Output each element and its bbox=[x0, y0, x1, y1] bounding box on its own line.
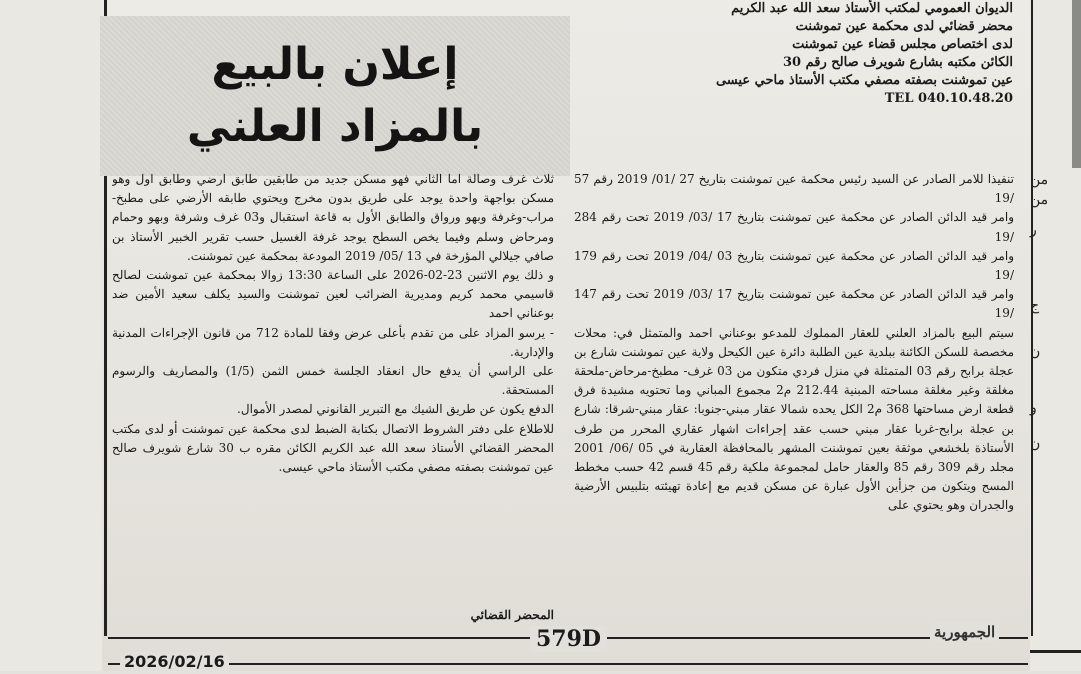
newspaper-brand: الجمهورية bbox=[930, 623, 999, 641]
adjacent-fragment: ن bbox=[1030, 436, 1041, 452]
adjacent-fragment: و bbox=[1030, 400, 1037, 416]
ad-code: 579D bbox=[530, 626, 607, 652]
paragraph: - يرسو المزاد على من تقدم بأعلى عرض وفقا للمادة 712 من قانون الإجراءات المدنية والإدارية. bbox=[112, 325, 554, 359]
paragraph: للاطلاع على دفتر الشروط الاتصال بكتابة الضبط لدى محكمة عين تموشنت أو لدى مكتب المحضر القضائي الأستاذ سعد الله عبد الكريم الكائن مقره ب 30 شارع شويرف صالح عين تموشنت بصفته مصفي مكتب الأستاذ ماحي عيسى. bbox=[112, 421, 554, 475]
paragraph: وامر قيد الدائن الصادر عن محكمة عين تموشنت بتاريخ 17 /03/ 2019 تحت رقم 284 /19 bbox=[574, 210, 1014, 244]
header-line: لدى اختصاص مجلس قضاء عين تموشنت bbox=[792, 37, 1013, 52]
adjacent-column-left bbox=[0, 0, 102, 671]
publication-date: 2026/02/16 bbox=[120, 652, 229, 671]
paragraph: الدفع يكون عن طريق الشيك مع التبرير القانوني لمصدر الأموال. bbox=[237, 402, 554, 417]
header-line: عين تموشنت بصفته مصفي مكتب الأستاذ ماحي عيسى bbox=[715, 73, 1013, 88]
paragraph: تنفيذا للامر الصادر عن السيد رئيس محكمة عين تموشنت بتاريخ 27 /01/ 2019 رقم 57 /19 bbox=[574, 172, 1014, 206]
paragraph: سيتم البيع بالمزاد العلني للعقار المملوك للمدعو بوعناني احمد والمتمثل في: محلات مخصصة للسكن الكائنة ببلدية عين الطلبة دائرة عين الكيحل ولاية عين تموشنت شارع بن عجلة برابح رقم 03 المتمثلة في منزل فردي متكون من 03 غرف- مطبخ-مرحاض-ملحقة مغلقة وغير مغلقة مساحته المبنية 212.44 م2 مجموع المباني وما تحتويه مشيدة فرق قطعة ارض مساحتها 368 م2 الكل يحده شمالا عقار مبني-جنوبا: عقار مبني-شرقا: شارع بن عجلة برابح-غربا عقار مبني حسب عقد إجراءات اشهار عقاري المحرر من طرف الأستاذة بلخشعي موثقة بعين تموشنت المشهر بالمحافظة العقارية في 05 /06/ 2001 مجلد رقم 309 رقم 85 والعقار حامل لمجموعة ملكية رقم 45 قسم 42 حسب مخطط المسح ويتكون من جزأين الأول عبارة عن مسكن قديم مع إعادة تهيئته بتلبيس الأرضية والجدران وهو يحتوي على bbox=[574, 325, 1014, 513]
paragraph: وامر قيد الدائن الصادر عن محكمة عين تموشنت بتاريخ 17 /03/ 2019 تحت رقم 147 /19 bbox=[574, 287, 1014, 321]
adjacent-photo-strip bbox=[1072, 0, 1081, 168]
adjacent-fragment: ر bbox=[1030, 222, 1037, 238]
signature-label: المحضر القضائي bbox=[470, 608, 554, 622]
announcement-title-box bbox=[100, 16, 570, 176]
adjacent-divider bbox=[1030, 650, 1081, 674]
adjacent-fragment: ن bbox=[1030, 344, 1041, 360]
text-column-left bbox=[112, 170, 554, 608]
header-line: محضر قضائي لدى محكمة عين تموشنت bbox=[795, 19, 1013, 34]
adjacent-fragment: من bbox=[1030, 172, 1049, 188]
header-line: الديوان العمومي لمكتب الأستاذ سعد الله عبد الكريم bbox=[731, 1, 1013, 16]
text-column-right bbox=[574, 170, 1014, 618]
bailiff-header bbox=[593, 0, 1013, 108]
footer-rule-bottom bbox=[108, 663, 1028, 665]
title-line-1: إعلان بالبيع bbox=[211, 39, 459, 90]
paragraph: و ذلك يوم الاثنين 23-02-2026 على الساعة 13:30 زوالا بمحكمة عين تموشنت لصالح قاسيمي محمد كريم ومديرية الضرائب لعين تموشنت والسيد يكلف سعيد الأمين ضد بوعناني احمد bbox=[112, 268, 554, 321]
header-phone: TEL 040.10.48.20 bbox=[884, 91, 1013, 106]
adjacent-column-right bbox=[1030, 0, 1081, 671]
header-line: الكائن مكتبه بشارع شويرف صالح رقم 30 bbox=[782, 55, 1013, 70]
adjacent-fragment: من bbox=[1030, 192, 1049, 208]
paragraph: وامر قيد الدائن الصادر عن محكمة عين تموشنت بتاريخ 03 /04/ 2019 تحت رقم 179 /19 bbox=[574, 248, 1014, 283]
title-line-2: بالمزاد العلني bbox=[186, 101, 484, 152]
adjacent-fragment: ج bbox=[1030, 298, 1040, 314]
paragraph: ثلاث غرف وصالة اما الثاني فهو مسكن جديد من طابقين طابق ارضي وطابق اول وهو مسكن بواجهة واحدة يوجد على طريق بدون مخرج ويحتوي طابقه الأرضي على مطبخ-مراب-وغرفة وبهو ورواق والطابق الأول به قاعة استقبال و03 غرف وشرفة وبهو وحمام ومرحاض وسلم وفيما يخص السطح يوجد غرفة الغسيل حسب تقرير الخبير الأستاذ بن صافي جيلالي المؤرخة في 13 /05/ 2019 المودعة بمحكمة عين تموشنت. bbox=[112, 172, 554, 263]
paragraph: على الراسي أن يدفع حال انعقاد الجلسة خمس الثمن (1/5) والمصاريف والرسوم المستحقة. bbox=[112, 364, 554, 398]
